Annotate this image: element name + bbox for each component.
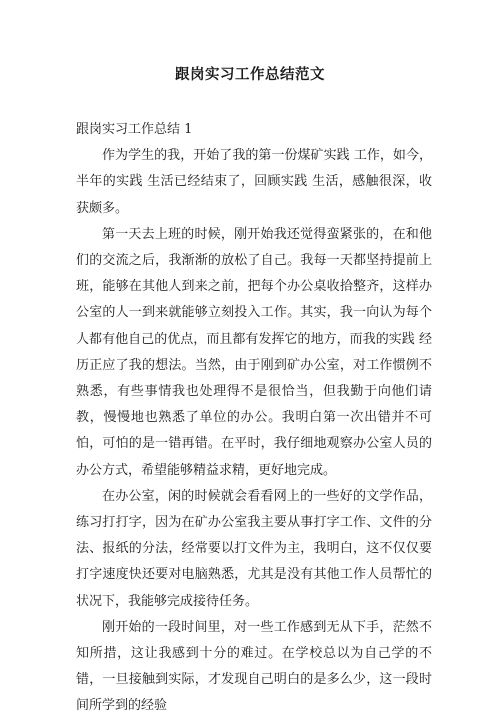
section-heading: 跟岗实习工作总结 1 <box>76 122 193 137</box>
paragraph-2: 第一天去上班的时候，刚开始我还觉得蛮紧张的，在和他们的交流之后，我渐渐的放松了自己。我每一天都坚持提前上班，能够在其他人到来之前，把每个办公桌收拾整齐，这样办公室的人一到来就能够立刻投入工作。其实，我一向认为每个人都有他自己的优点，而且都有发挥它的地方，而我的实践 经历正应了我的想法。当然，由于刚到矿办公室，对工作惯例不熟悉，有些事情我也处理得不是很恰当，但我勤于向他们请教，慢慢地也熟悉了单位的办公。我明白第一次出错并不可怕，可怕的是一错再错。在平时，我仔细地观察办公室人员的办公方式，希望能够精益求精，更好地完成。 <box>76 226 432 478</box>
document-title: 跟岗实习工作总结范文 <box>175 66 325 83</box>
paragraph-3: 在办公室，闲的时候就会看看网上的一些好的文学作品，练习打打字，因为在矿办公室我主要从事打字工作、文件的分法、报纸的分法，经常要以打文件为主，我明白，这不仅仅要打字速度快还要对电脑熟悉，尤其是没有其他工作人员帮忙的状况下，我能够完成接待任务。 <box>76 488 432 609</box>
document-body <box>76 117 432 720</box>
paragraph-4: 刚开始的一段时间里，对一些工作感到无从下手，茫然不知所措，这让我感到十分的难过。在学校总以为自己学的不错，一旦接触到实际，才发现自己明白的是多么少，这一段时间所学到的经验 <box>76 619 432 714</box>
paragraph-1: 作为学生的我，开始了我的第一份煤矿实践 工作，如今，半年的实践 生活已经结束了，回顾实践 生活，感触很深，收获颇多。 <box>76 148 432 216</box>
